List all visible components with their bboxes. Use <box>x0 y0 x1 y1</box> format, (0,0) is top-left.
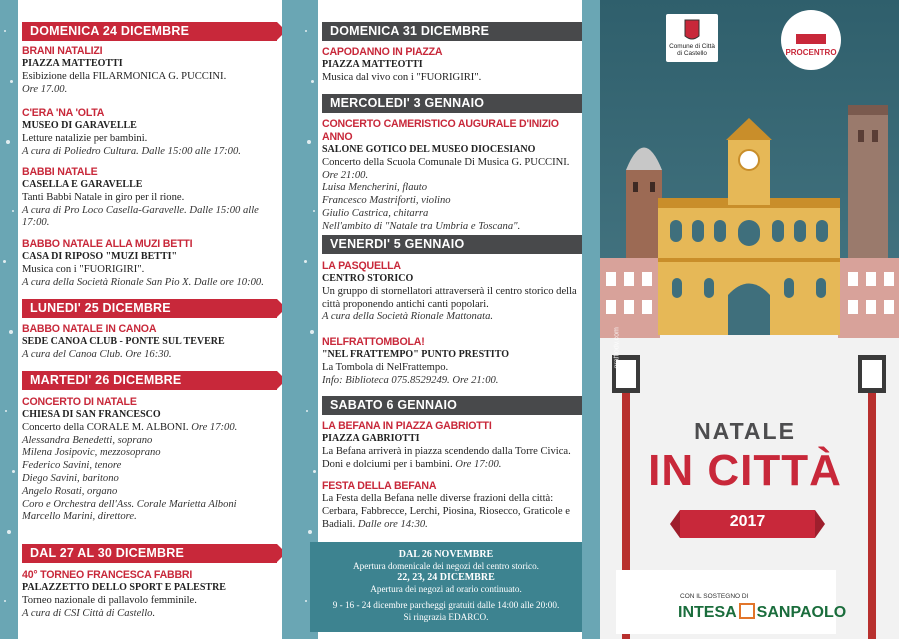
event-place: PALAZZETTO DELLO SPORT E PALESTRE <box>22 582 226 593</box>
event-place: PIAZZA MATTEOTTI <box>322 59 423 70</box>
cast-item: Coro e Orchestra dell'Ass. Corale Marietta Alboni <box>22 498 237 510</box>
event-desc-text: La Befana arriverà in piazza scendendo dalla Torre Civica. Doni e dolciumi per i bambini. <box>322 445 571 470</box>
info-box <box>310 542 582 632</box>
info-heading: 22, 23, 24 DICEMBRE <box>397 572 495 583</box>
snowflake-icon <box>310 330 314 334</box>
cast-item: Luisa Mencherini, flauto <box>322 182 428 194</box>
event-place: CASA DI RIPOSO "MUZI BETTI" <box>22 251 178 262</box>
comune-caption: Comune di Città di Castello <box>669 43 715 57</box>
snowflake-icon <box>306 410 308 412</box>
day-header: SABATO 6 GENNAIO <box>322 396 582 415</box>
event-desc-text: La Festa della Befana nelle diverse frazioni della città: Cerbara, Fabbrecce, Lerchi, Piosina, Riosecco, Graticole e Badiali. <box>322 493 570 530</box>
event-desc: Musica con i "FUORIGIRI". <box>22 263 145 275</box>
event <box>22 166 284 230</box>
event-desc: Musica dal vivo con i "FUORIGIRI". <box>322 71 482 83</box>
event-info: A cura di CSI Città di Castello. <box>22 607 156 619</box>
event-desc: La Tombola di NelFrattempo. <box>322 361 449 373</box>
cast-item: Marcello Marini, direttore. <box>22 511 137 523</box>
cast-item: Diego Savini, baritono <box>22 472 119 484</box>
event-info: A cura del Canoa Club. Ore 16:30. <box>22 348 172 360</box>
event <box>22 45 284 96</box>
event-place: SALONE GOTICO DEL MUSEO DIOCESIANO <box>322 144 536 155</box>
snowflake-icon <box>304 260 307 263</box>
day-header: DOMENICA 24 DICEMBRE <box>22 22 277 41</box>
event-desc-text: Concerto della Scuola Comunale Di Musica G. PUCCINI. <box>322 156 570 168</box>
info-text: 9 - 16 - 24 dicembre parcheggi gratuiti dalle 14:00 alle 20:00. <box>332 600 560 610</box>
event-info: A cura di Pro Loco Casella-Garavelle. Dalle 15:00 alle 17:00. <box>22 204 259 229</box>
event <box>22 107 284 158</box>
day-header: VENERDI' 5 GENNAIO <box>322 235 582 254</box>
event-info: Ore 21:00. <box>322 169 369 181</box>
snowflake-icon <box>4 600 6 602</box>
event-title: FESTA DELLA BEFANA <box>322 480 437 492</box>
snowflake-icon <box>12 470 15 473</box>
event-title: CONCERTO CAMERISTICO AUGURALE D'INIZIO ANNO <box>322 118 559 143</box>
event-info: Ore 17:00. <box>191 421 238 433</box>
info-text: Apertura dei negozi ad orario continuato. <box>370 583 522 594</box>
event <box>322 260 584 324</box>
cast-item: Nell'ambito di "Natale tra Umbria e Toscana". <box>322 220 521 232</box>
event-desc: Letture natalizie per bambini. <box>22 132 148 144</box>
info-text: Apertura domenicale dei negozi del centro storico. <box>353 560 539 571</box>
credit-text: graffiodv.com <box>613 327 621 369</box>
event <box>322 420 584 471</box>
sponsor-separator-icon <box>739 603 755 619</box>
event <box>322 336 584 387</box>
event-place: CHIESA DI SAN FRANCESCO <box>22 409 161 420</box>
event <box>22 569 284 620</box>
cover-year: 2017 <box>729 513 766 530</box>
snowflake-icon <box>307 140 311 144</box>
cover-panel <box>600 0 899 639</box>
event-title: LA PASQUELLA <box>322 260 401 272</box>
event <box>322 118 584 234</box>
event-title: LA BEFANA IN PIAZZA GABRIOTTI <box>322 420 492 432</box>
day-header: MERCOLEDI' 3 GENNAIO <box>322 94 582 113</box>
event-info: Info: Biblioteca 075.8529249. Ore 21:00. <box>322 374 499 386</box>
sponsor-name-a: INTESA <box>678 604 737 621</box>
event-title: NELFRATTOMBOLA! <box>322 336 425 348</box>
event <box>322 46 584 85</box>
cast-item: Federico Savini, tenore <box>22 460 122 472</box>
event-info: Ore 17:00. <box>455 458 502 470</box>
event-title: CAPODANNO IN PIAZZA <box>322 46 443 58</box>
sponsor-logo <box>678 603 846 622</box>
snowflake-icon <box>313 210 315 212</box>
event <box>322 480 584 531</box>
event-title: 40° TORNEO FRANCESCA FABBRI <box>22 569 193 581</box>
decorative-strip <box>582 0 600 639</box>
event-title: C'ERA 'NA 'OLTA <box>22 107 105 119</box>
event-info: Ore 17.00. <box>22 83 68 95</box>
snowflake-icon <box>9 330 13 334</box>
event-desc: Esibizione della FILARMONICA G. PUCCINI. <box>22 70 227 82</box>
event-info: A cura della Società Rionale Mattonata. <box>322 311 494 323</box>
snowflake-icon <box>7 530 11 534</box>
event-title: BRANI NATALIZI <box>22 45 103 57</box>
info-heading: DAL 26 NOVEMBRE <box>398 549 494 560</box>
event-place: "NEL FRATTEMPO" PUNTO PRESTITO <box>322 349 509 360</box>
snowflake-icon <box>305 600 307 602</box>
panel-left <box>0 0 300 639</box>
snowflake-icon <box>10 80 13 83</box>
snowflake-icon <box>6 140 10 144</box>
event-desc-line <box>22 422 284 435</box>
event-desc: Torneo nazionale di pallavolo femminile. <box>22 594 197 606</box>
decorative-strip <box>0 0 18 639</box>
snowflake-icon <box>313 470 316 473</box>
day-header: DAL 27 AL 30 DICEMBRE <box>22 544 277 563</box>
day-header: LUNEDI' 25 DICEMBRE <box>22 299 277 318</box>
event-place: PIAZZA GABRIOTTI <box>322 433 420 444</box>
procentro-logo: PROCENTRO <box>785 48 837 57</box>
sponsor-label: CON IL SOSTEGNO DI <box>680 593 749 600</box>
cast-item: Alessandra Benedetti, soprano <box>22 434 153 446</box>
event-place: PIAZZA MATTEOTTI <box>22 58 123 69</box>
event-desc <box>322 493 584 531</box>
event-info: A cura di Poliedro Cultura. Dalle 15:00 alle 17:00. <box>22 145 241 157</box>
cast-item: Angelo Rosati, organo <box>22 485 118 497</box>
snowflake-icon <box>5 410 7 412</box>
event <box>22 323 284 362</box>
cover-illustration <box>600 0 899 639</box>
event <box>22 396 284 524</box>
event-desc: Concerto della CORALE M. ALBONI. <box>22 421 189 433</box>
snowflake-icon <box>12 210 14 212</box>
snowflake-icon <box>3 260 6 263</box>
decorative-strip <box>282 0 300 639</box>
event-title: BABBO NATALE ALLA MUZI BETTI <box>22 238 193 250</box>
event-info: A cura della Società Rionale San Pio X. Dalle ore 10:00. <box>22 276 264 288</box>
info-text: Si ringrazia EDARCO. <box>403 611 489 622</box>
event-place: MUSEO DI GARAVELLE <box>22 120 137 131</box>
event-desc <box>322 446 584 472</box>
event-place: CENTRO STORICO <box>322 273 414 284</box>
cast-item: Milena Josipovic, mezzosoprano <box>22 447 161 459</box>
cover-title-top: NATALE <box>694 418 796 444</box>
event-title: BABBO NATALE IN CANOA <box>22 323 157 335</box>
cast-item: Giulio Castrica, chitarra <box>322 207 429 219</box>
snowflake-icon <box>308 530 312 534</box>
day-header: DOMENICA 31 DICEMBRE <box>322 22 582 41</box>
sponsor-name-b: SANPAOLO <box>756 604 847 621</box>
event-title: CONCERTO DI NATALE <box>22 396 137 408</box>
event-desc: Tanti Babbi Natale in giro per il rione. <box>22 191 185 203</box>
cast-item: Francesco Mastriforti, violino <box>322 195 451 207</box>
snowflake-icon <box>311 80 314 83</box>
event-desc: Un gruppo di stornellatori attraverserà il centro storico della città proponendo antichi canti popolari. <box>322 285 577 310</box>
event <box>22 238 284 289</box>
day-header: MARTEDI' 26 DICEMBRE <box>22 371 277 390</box>
event-info: Dalle ore 14:30. <box>357 518 428 530</box>
cover-title-main: IN CITTÀ <box>648 446 842 495</box>
event-desc <box>322 157 584 183</box>
event-place: SEDE CANOA CLUB - PONTE SUL TEVERE <box>22 336 225 347</box>
event-title: BABBI NATALE <box>22 166 98 178</box>
snowflake-icon <box>4 30 6 32</box>
event-place: CASELLA E GARAVELLE <box>22 179 143 190</box>
snowflake-icon <box>305 30 307 32</box>
